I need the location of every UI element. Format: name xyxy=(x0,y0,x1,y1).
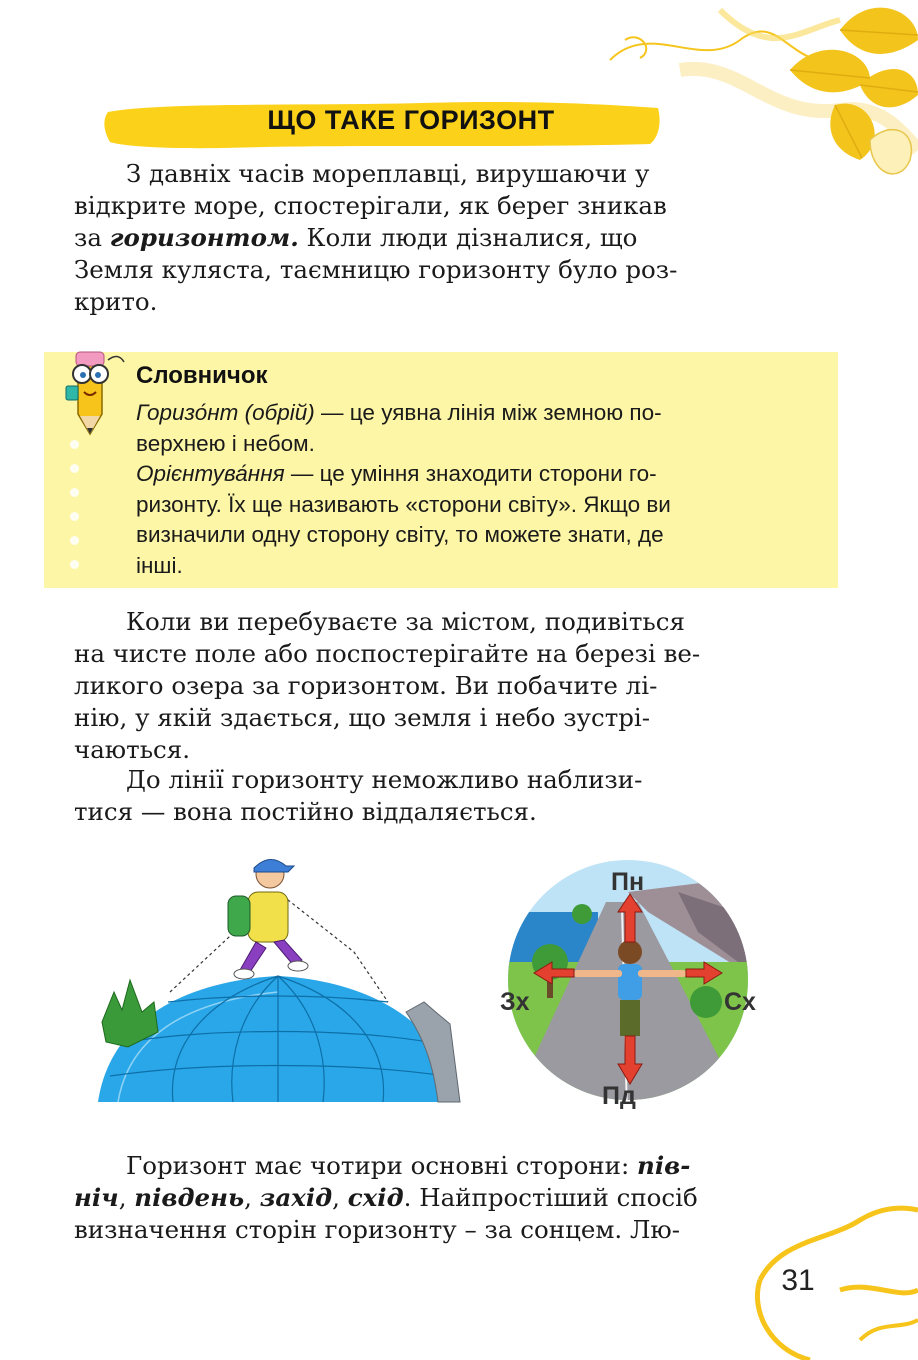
glossary-box xyxy=(44,352,838,588)
page-title: ЩО ТАКЕ ГОРИЗОНТ xyxy=(267,105,555,135)
definition-line: Орієнтува́ння — це уміння знаходити сторони го- xyxy=(136,461,657,486)
definition-line: інші. xyxy=(136,552,183,578)
direction-south-label: Пд xyxy=(602,1082,636,1110)
intro-paragraph xyxy=(74,158,840,318)
text-line: на чисте поле або поспостерігайте на березі ве- xyxy=(74,639,701,668)
text-line: До лінії горизонту неможливо наблизи- xyxy=(126,765,643,794)
definition-line: верхнею і небом. xyxy=(136,430,315,456)
paragraph-four-directions xyxy=(74,1150,840,1246)
text-line: чаються. xyxy=(74,735,190,764)
text-line: відкрите море, спостерігали, як берег зникав xyxy=(74,191,667,220)
text-line: Коли ви перебуваєте за містом, подивіться xyxy=(126,607,685,636)
pencil-mascot-icon xyxy=(58,334,128,438)
paragraph-outside-city xyxy=(74,606,840,766)
direction-west-label: Зх xyxy=(500,988,530,1016)
glossary-heading: Словничок xyxy=(136,362,268,389)
text-line: нію, у якій здається, що земля і небо зустрі- xyxy=(74,703,651,732)
term-orientation-def: Орієнтува́ння xyxy=(136,461,285,486)
text-line: Земля куляста, таємницю горизонту було роз- xyxy=(74,255,678,284)
term-north-part: пів- xyxy=(637,1151,691,1180)
text-line: ликого озера за горизонтом. Ви побачите лі- xyxy=(74,671,658,700)
globe-boy-illustration xyxy=(88,852,468,1112)
text-line: Горизонт має чотири основні сторони: пів- xyxy=(126,1151,691,1180)
definition-line: ризонту. Їх ще називають «сторони світу». Якщо ви xyxy=(136,491,671,517)
direction-east-label: Сх xyxy=(724,988,756,1016)
direction-north-label: Пн xyxy=(611,868,645,896)
term-horizon-def: Горизо́нт (обрій) xyxy=(136,400,315,425)
text-line: ніч, південь, захід, схід. Найпростіший спосіб xyxy=(74,1183,698,1212)
compass-directions-illustration xyxy=(478,852,778,1114)
text-line: за горизонтом. Коли люди дізналися, що xyxy=(74,223,638,252)
term-east: схід xyxy=(347,1183,404,1212)
text-line: тися — вона постійно віддаляється. xyxy=(74,797,537,826)
text-line: визначення сторін горизонту – за сонцем. Лю- xyxy=(74,1215,681,1244)
text-line: крито. xyxy=(74,287,158,316)
term-north: ніч xyxy=(74,1183,119,1212)
text-line: З давніх часів мореплавці, вирушаючи у xyxy=(126,159,650,188)
term-west: захід xyxy=(259,1183,333,1212)
term-horizon: горизонтом. xyxy=(109,223,299,252)
term-south: південь xyxy=(134,1183,245,1212)
definition-line: Горизо́нт (обрій) — це уявна лінія між земною по- xyxy=(136,400,662,425)
paragraph-horizon-unreachable xyxy=(74,764,840,828)
page-number: 31 xyxy=(781,1264,815,1297)
glossary-definitions xyxy=(136,398,826,581)
swirl-decoration-bottom xyxy=(740,1200,918,1360)
definition-line: визначили одну сторону світу, то можете знати, де xyxy=(136,522,664,547)
